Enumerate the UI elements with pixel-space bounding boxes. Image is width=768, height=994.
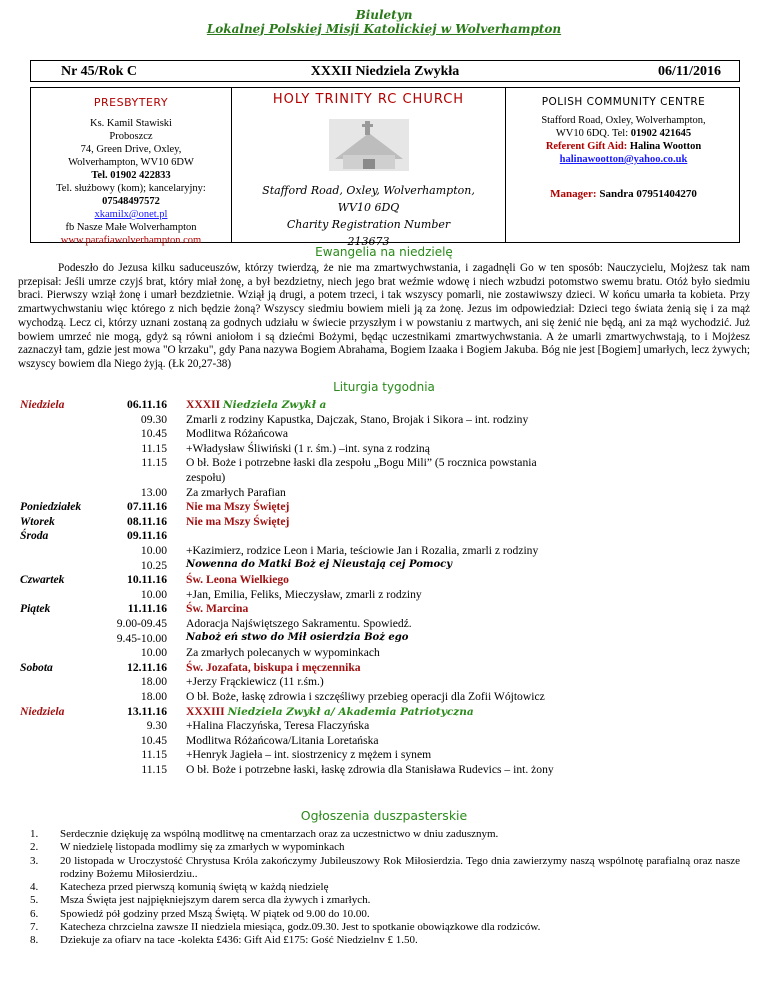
schedule-day: Środa [20, 529, 49, 543]
schedule-time: 10.00 [140, 544, 167, 557]
announcements-list [30, 828, 740, 948]
schedule-intention: +Jan, Emilia, Feliks, Mieczysław, zmarli z rodziny [186, 587, 422, 601]
church-box [232, 92, 505, 250]
title-bar [30, 60, 740, 82]
church-heading: HOLY TRINITY RC CHURCH [272, 92, 465, 107]
schedule-row [0, 529, 768, 543]
church-postcode: WV10 6DQ [337, 201, 400, 214]
presbytery-city: Wolverhampton, WV10 6DW [68, 157, 194, 168]
service-tel-label: Tel. służbowy (kom); kancelaryjny: [56, 183, 206, 194]
announcement-item: 5. Msza Święta jest najpiękniejszym darem serca dla żywych i zmarłych. [30, 894, 371, 907]
schedule-intention: Nie ma Mszy Świętej [186, 514, 290, 528]
schedule-row [0, 442, 768, 456]
charity-number: 213673 [347, 235, 390, 248]
info-boxes [30, 87, 740, 248]
schedule-intention: Nowenna do Matki Boż ej Nieustają cej Pomocy [186, 558, 453, 570]
schedule-row [0, 413, 768, 427]
schedule-row [0, 602, 768, 616]
schedule-time: 07.11.16 [127, 500, 167, 514]
schedule-intention: Zmarli z rodziny Kapustka, Dajczak, Stano, Brojak i Sikora – int. rodziny [186, 412, 529, 426]
centre-tel: 01902 421645 [630, 128, 692, 139]
schedule-intention: XXXIII Niedziela Zwykł a/ Akademia Patriotyczna [186, 704, 474, 718]
schedule-row [0, 617, 768, 631]
schedule-time: 10.00 [140, 587, 167, 601]
issue-date: 06/11/2016 [657, 64, 721, 79]
schedule-row [0, 690, 768, 704]
schedule-row [0, 748, 768, 762]
announcement-item: 1. Serdecznie dziękuję za wspólną modlitwę na cmentarzach oraz za uczestnictwo w dniu zadusznym. [30, 828, 499, 840]
schedule-row [0, 456, 768, 470]
schedule-day: Czwartek [20, 573, 65, 587]
mission-label: Lokalnej Polskiej Misji Katolickiej w Wolverhampton [206, 22, 562, 36]
schedule-time: 06.11.16 [127, 398, 167, 411]
schedule-time: 10.00 [140, 646, 167, 660]
schedule-time: 13.11.16 [127, 704, 167, 718]
schedule-row [0, 573, 768, 587]
schedule-time: 9.45-10.00 [116, 631, 167, 645]
schedule-time: 11.11.16 [127, 602, 167, 616]
announcement-item: 2. W niedzielę listopada modlimy się za zmarłych w wypominkach [30, 841, 345, 854]
announcement-item: 6. Spowiedź pół godziny przed Mszą Świętą. W piątek od 9.00 do 10.00. [30, 907, 370, 920]
schedule-time: 09.11.16 [127, 529, 167, 543]
announcement-item: 7. Katecheza chrzcielna zawsze II niedziela miesiąca, godz.09.30. Jest to spotkanie obowiązkowe dla rodziców. [30, 921, 541, 934]
schedule-row [0, 515, 768, 529]
centre-postcode-tel: WV10 6DQ. Tel: 01902 421645 [555, 128, 692, 139]
schedule-day: Wtorek [20, 514, 55, 528]
schedule-intention: +Halina Flaczyńska, Teresa Flaczyńska [186, 719, 370, 733]
schedule-intention: +Władysław Śliwiński (1 r. śm.) –int. syna z rodziną [186, 441, 430, 455]
schedule-intention: Za zmarłych polecanych w wypominkach [186, 646, 380, 660]
schedule-intention: Adoracja Najświętszego Sakramentu. Spowiedź. [186, 617, 412, 630]
church-photo-icon [329, 119, 409, 171]
announcement-item: 8. Dziekuje za ofiarv na tace -kolekta £436: Gift Aid £175: Gość Niedzielnv £ 1.50. [30, 934, 418, 947]
announcements-heading: Ogłoszenia duszpasterskie [300, 808, 468, 823]
schedule-day: Piątek [20, 602, 51, 616]
centre-heading: POLISH COMMUNITY CENTRE [541, 96, 706, 108]
schedule-intention: Św. Leona Wielkiego [186, 573, 289, 587]
schedule-row [0, 559, 768, 573]
schedule-row [0, 398, 768, 412]
centre-address: Stafford Road, Oxley, Wolverhampton, [541, 115, 706, 126]
gospel-text: Podeszło do Jezusa kilku saduceuszów, którzy twierdzą, że nie ma zmartwychwstania, i zagadnęli Go w ten sposób: Nauczycielu, Mojżesz tak nam przepisał: Jeśli umrze czyjś brat, który miał żonę, a był bezdzietny, niech jego brat weźmie wdowę i niech wzbudzi potomstwo swemu bratu. Otóż było siedmiu braci. Pierwszy wziął żonę i umarł bezdzietnie. Wziął ją drugi, a potem trzeci, i tak wszyscy pomarli, nie zostawiwszy dzieci. W końcu umarła ta kobieta. Przy zmartwychwstaniu więc którego z nich będzie żoną? Wszyscy siedmiu bowiem mieli ją za żonę. Jezus im odpowiedział: Dzieci tego świata żenią się i za mąż wychodzą. Lecz ci, którzy uznani zostaną za godnych udziału w świecie przyszłym i w powstaniu z martwych, ani się żenić nie będą, ani za mąż wychodzić. Już bowiem umrzeć nie mogą, gdyż są równi aniołom i są dziećmi Bożymi, będąc uczestnikami zmartwychwstania. A że umarli zmartwychwstają, to i Mojżesz zaznaczył tam, gdzie jest mowa "O krzaku", gdy Pana nazywa Bogiem Abrahama, Bogiem Izaaka i Bogiem Jakuba. Bóg nie jest [Bogiem] umarłych, lecz żywych; wszyscy bowiem dla Niego żyją. (Łk 20,27-38) [18, 262, 750, 370]
priest-role: Proboszcz [109, 131, 153, 142]
parish-website-link[interactable]: www.parafiawolverhampton.com [60, 235, 202, 246]
schedule-time: 12.11.16 [127, 660, 167, 674]
announcement-item: 3. 20 listopada w Uroczystość Chrystusa Króla zakończymy Jubileuszowy Rok Miłosierdzia. Tego dnia zawierzymy naszą wspólnotę parafialną oraz nasze rodziny Bożemu Miłosierdziu.. [30, 854, 740, 880]
schedule-day: Niedziela [20, 704, 65, 718]
schedule-row [0, 734, 768, 748]
schedule-intention: Św. Marcina [186, 602, 249, 616]
schedule-time: 09.30 [140, 412, 167, 426]
schedule-intention: zespołu) [186, 471, 226, 484]
schedule-row [0, 646, 768, 660]
schedule-intention: Nie ma Mszy Świętej [186, 500, 290, 514]
schedule-time: 9.30 [146, 719, 167, 733]
schedule-intention: O bł. Boże i potrzebne łaski dla zespołu „Bogu Mili” (5 rocznica powstania [186, 456, 537, 470]
schedule-intention: XXXII Niedziela Zwykł a [186, 398, 327, 411]
gift-aid-name: Halina Wootton [629, 141, 702, 152]
schedule-time: 11.15 [141, 441, 167, 455]
schedule-intention: Naboż eń stwo do Mił osierdzia Boż ego [186, 631, 409, 643]
schedule-row [0, 763, 768, 777]
sunday-title: XXXII Niedziela Zwykła [310, 64, 460, 79]
liturgy-heading: Liturgia tygodnia [333, 380, 435, 394]
schedule-intention: +Jerzy Frąckiewicz (11 r.śm.) [186, 675, 324, 689]
presbytery-address: 74, Green Drive, Oxley, [80, 144, 182, 155]
presbytery-tel: Tel. 01902 422833 [91, 170, 171, 181]
community-centre-box [506, 96, 741, 201]
facebook-page: fb Nasze Małe Wolverhampton [65, 222, 197, 233]
schedule-intention: O bł. Boże, łaskę zdrowia i szczęśliwy przebieg operacji dla Zofii Wójtowicz [186, 690, 545, 703]
schedule-time: 10.25 [140, 558, 167, 572]
schedule-intention: +Henryk Jagieła – int. siostrzenicy z mężem i synem [186, 748, 432, 762]
schedule-intention: Modlitwa Różańcowa [186, 427, 289, 441]
schedule-intention: +Kazimierz, rodzice Leon i Maria, teściowie Jan i Rozalia, zmarli z rodziny [186, 544, 539, 557]
liturgy-schedule [0, 398, 768, 818]
schedule-row [0, 588, 768, 602]
schedule-time: 13.00 [140, 485, 167, 499]
manager-line: Manager: Sandra 07951404270 [550, 188, 697, 200]
schedule-intention: Modlitwa Różańcowa/Litania Loretańska [186, 733, 379, 747]
schedule-intention: Za zmarłych Parafian [186, 485, 286, 499]
presbytery-box [31, 96, 231, 247]
schedule-row [0, 661, 768, 675]
schedule-row [0, 500, 768, 514]
issue-number: Nr 45/Rok C [61, 64, 137, 79]
schedule-time: 11.15 [141, 763, 167, 776]
schedule-row [0, 719, 768, 733]
schedule-row [0, 486, 768, 500]
centre-email-link[interactable]: halinawootton@yahoo.co.uk [559, 154, 688, 165]
gift-aid-line: Referent Gift Aid: Halina Wootton [545, 141, 702, 152]
charity-label: Charity Registration Number [286, 218, 451, 231]
priest-email-link[interactable]: xkamilx@onet.pl [94, 209, 168, 220]
bulletin-label: Biuletyn [355, 8, 413, 22]
schedule-day: Sobota [20, 660, 53, 674]
schedule-time: 11.15 [141, 748, 167, 762]
schedule-day: Niedziela [20, 398, 65, 411]
schedule-row [0, 632, 768, 646]
schedule-intention: Św. Jozafata, biskupa i męczennika [186, 660, 361, 674]
gospel-heading: Ewangelia na niedzielę [315, 245, 453, 259]
schedule-time: 18.00 [140, 675, 167, 689]
schedule-time: 10.45 [140, 733, 167, 747]
manager-contact: Sandra 07951404270 [599, 188, 697, 200]
priest-name: Ks. Kamil Stawiski [90, 118, 172, 129]
church-address: Stafford Road, Oxley, Wolverhampton, [262, 184, 475, 197]
schedule-time: 10.11.16 [127, 573, 167, 587]
schedule-time: 10.45 [140, 427, 167, 441]
schedule-row [0, 471, 768, 485]
schedule-row [0, 544, 768, 558]
announcement-item: 4. Katecheza przed pierwszą komunią świętą w każdą niedzielę [30, 881, 329, 894]
schedule-time: 9.00-09.45 [116, 617, 167, 630]
schedule-row [0, 675, 768, 689]
schedule-time: 18.00 [140, 690, 167, 703]
schedule-intention: O bł. Boże i potrzebne łaski, łaskę zdrowia dla Stanisława Rudevics – int. żony [186, 763, 554, 776]
service-tel: 07548497572 [102, 196, 160, 207]
schedule-time: 08.11.16 [127, 514, 167, 528]
presbytery-heading: PRESBYTERY [93, 96, 169, 109]
schedule-time: 11.15 [141, 456, 167, 470]
schedule-row [0, 427, 768, 441]
schedule-day: Poniedziałek [20, 500, 82, 514]
bulletin-header [0, 8, 768, 36]
schedule-row [0, 705, 768, 719]
